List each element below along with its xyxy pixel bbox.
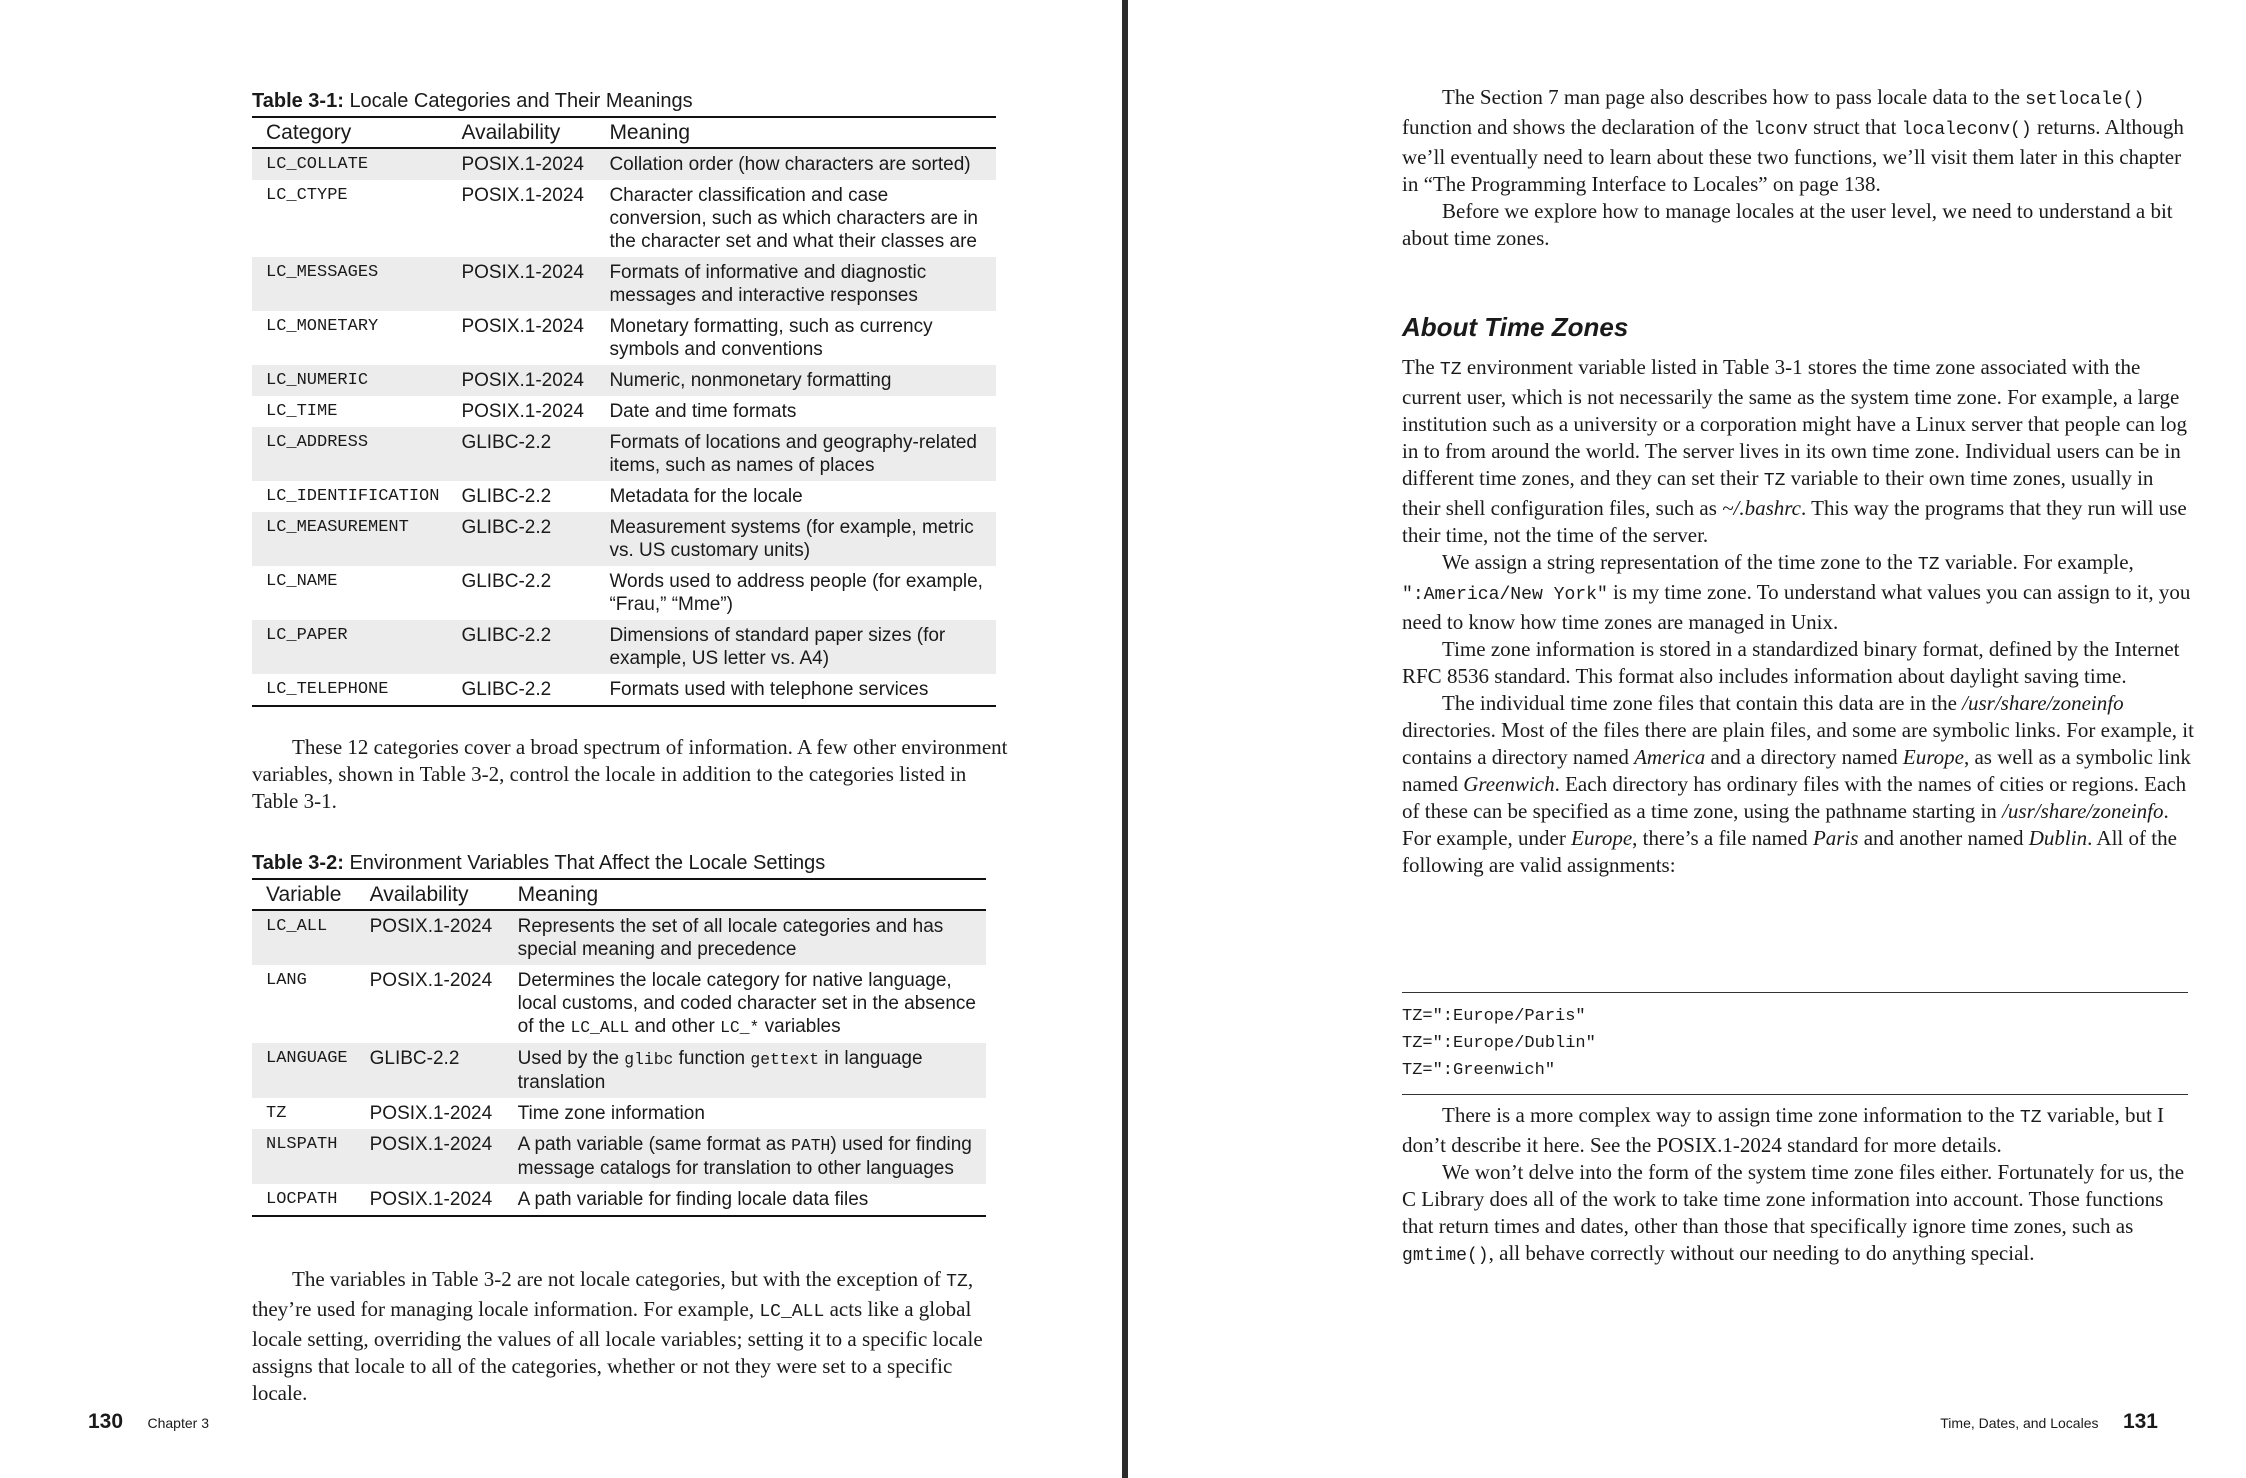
- italic-name: Paris: [1812, 826, 1859, 850]
- code-tz: TZ: [2019, 1108, 2042, 1128]
- right-page: [1128, 0, 2246, 1478]
- cell-variable: LANG: [266, 971, 307, 990]
- text-run: . This way the programs that they run will use their time, not the time of the server.: [1402, 496, 2187, 547]
- cell-variable: LC_ALL: [252, 910, 356, 965]
- table-row: [252, 1184, 986, 1216]
- cell-category: LC_TELEPHONE: [252, 674, 447, 706]
- code-gmtime: gmtime(): [1402, 1246, 1489, 1266]
- table-row: [252, 965, 986, 1043]
- cell-meaning: Formats used with telephone services: [595, 674, 996, 706]
- paragraph-text: These 12 categories cover a broad spectrum of information. A few other environment variables, shown in Table 3-2, control the locale in addition to the categories listed in Table 3-1.: [252, 735, 1008, 813]
- column-header-meaning: Meaning: [595, 117, 996, 148]
- text-run: variable. For example,: [1939, 550, 2134, 574]
- environment-variables-table: [252, 878, 986, 1217]
- cell-meaning: Character classification and case conversion, such as which characters are in the character set and what their classes are: [609, 185, 978, 252]
- table-row: [252, 365, 996, 396]
- text-run: struct that: [1807, 115, 1902, 139]
- cell-category: LC_TIME: [266, 402, 338, 421]
- inline-code: glibc: [624, 1050, 674, 1069]
- cell-category: LC_NUMERIC: [252, 365, 447, 396]
- text-run: is my time zone. To understand what values you can assign to it, you need to know how time zones are managed in Unix.: [1402, 580, 2191, 634]
- inline-code: PATH: [791, 1136, 831, 1155]
- italic-name: America: [1634, 745, 1706, 769]
- cell-variable: LANGUAGE: [252, 1043, 356, 1098]
- cell-meaning: Dimensions of standard paper sizes (for example, US letter vs. A4): [595, 620, 996, 674]
- table-row: [252, 1098, 986, 1129]
- code-tz: TZ: [1439, 360, 1462, 380]
- text-run: variable, but I don’t describe it here. See the POSIX.1-2024 standard for more details.: [1402, 1103, 2165, 1157]
- cell-meaning: Measurement systems (for example, metric vs. US customary units): [595, 512, 996, 566]
- text-run: . Each directory has ordinary files with the names of cities or regions. Each of these can be specified as a time zone, using the pathname starting in: [1402, 772, 2187, 823]
- italic-path: ~/.bashrc: [1722, 496, 1802, 520]
- left-page: [0, 0, 1122, 1478]
- text-run: in language translation: [517, 1048, 923, 1093]
- cell-meaning: [504, 1043, 986, 1098]
- text-run: and another named: [1858, 826, 2029, 850]
- running-head: Chapter 3: [147, 1415, 209, 1431]
- text-run: , all behave correctly without our needing to do anything special.: [1488, 1241, 2035, 1265]
- inline-code: gettext: [750, 1050, 819, 1069]
- code-line: TZ=":Europe/Paris": [1402, 1007, 1586, 1026]
- table-row: [252, 396, 996, 427]
- cell-category: LC_ADDRESS: [252, 427, 447, 481]
- text-run: A path variable (same format as: [517, 1134, 792, 1155]
- code-block: [1402, 992, 2188, 1095]
- text-run: The variables in Table 3-2 are not locale categories, but with the exception of: [292, 1267, 947, 1291]
- cell-availability: GLIBC-2.2: [461, 571, 552, 592]
- cell-meaning: Metadata for the locale: [609, 486, 803, 507]
- cell-variable: TZ: [266, 1104, 287, 1123]
- cell-availability: GLIBC-2.2: [447, 512, 595, 566]
- table-row: [252, 180, 996, 257]
- text-run: There is a more complex way to assign time zone information to the: [1442, 1103, 2020, 1127]
- cell-meaning: Date and time formats: [609, 401, 797, 422]
- code-setlocale: setlocale(): [2025, 90, 2145, 110]
- table-row: [252, 427, 996, 481]
- cell-availability: POSIX.1-2024: [369, 1103, 493, 1124]
- cell-category: LC_MONETARY: [266, 317, 379, 336]
- text-run: The individual time zone files that contain this data are in the: [1442, 691, 1963, 715]
- code-lc-all: LC_ALL: [759, 1302, 825, 1322]
- cell-availability: POSIX.1-2024: [356, 1184, 504, 1216]
- cell-availability: GLIBC-2.2: [447, 427, 595, 481]
- cell-category: LC_IDENTIFICATION: [266, 487, 440, 506]
- text-run: , they’re used for managing locale information. For example,: [252, 1267, 974, 1321]
- text-run: Used by the: [517, 1048, 625, 1069]
- code-line: TZ=":Greenwich": [1402, 1061, 1556, 1080]
- table1-caption: [252, 90, 693, 113]
- text-run: Determines the locale category for native language, local customs, and coded character set in the absence of the: [517, 970, 976, 1037]
- text-run: . All of the following are valid assignments:: [1402, 826, 2177, 877]
- cell-availability: GLIBC-2.2: [461, 486, 552, 507]
- cell-availability: POSIX.1-2024: [447, 148, 595, 180]
- column-header-meaning: Meaning: [504, 879, 986, 910]
- table-row: [252, 257, 996, 311]
- cell-meaning: A path variable for finding locale data files: [504, 1184, 986, 1216]
- intro-paragraphs: [1402, 84, 2196, 252]
- code-localeconv: localeconv(): [1901, 120, 2032, 140]
- italic-path: /usr/share/zoneinfo: [2002, 799, 2164, 823]
- cell-category: LC_NAME: [266, 572, 338, 591]
- code-lconv: lconv: [1753, 120, 1808, 140]
- text-run: function: [673, 1048, 751, 1069]
- inline-code: LC_*: [720, 1018, 760, 1037]
- table2-caption: [252, 852, 825, 875]
- text-run: The Section 7 man page also describes how to pass locale data to the: [1442, 85, 2026, 109]
- closing-paragraphs: [1402, 1102, 2196, 1270]
- text-run: We assign a string representation of the time zone to the: [1442, 550, 1918, 574]
- cell-availability: POSIX.1-2024: [461, 316, 584, 337]
- text-run: We won’t delve into the form of the system time zone files either. Fortunately for us, the C Library does all of the work to take time zone information into account. Those functions that return times and dates, other than those that specifically ignore time zones, such as: [1402, 1160, 2185, 1238]
- cell-meaning: Time zone information: [517, 1103, 705, 1124]
- time-zone-paragraphs: [1402, 354, 2196, 879]
- cell-category: LC_COLLATE: [252, 148, 447, 180]
- code-tz: TZ: [946, 1272, 968, 1292]
- text-run: ) used for finding message catalogs for translation to other languages: [517, 1134, 972, 1179]
- table-row: [252, 148, 996, 180]
- page-number: 131: [2122, 1410, 2158, 1433]
- text-run: directories. Most of the files there are plain files, and some are symbolic links. For example, it contains a directory named: [1402, 718, 2194, 769]
- cell-meaning: Words used to address people (for example, “Frau,” “Mme”): [609, 571, 983, 615]
- cell-meaning: Numeric, nonmonetary formatting: [595, 365, 996, 396]
- italic-path: /usr/share/zoneinfo: [1962, 691, 2124, 715]
- text-run: and a directory named: [1705, 745, 1903, 769]
- text-run: variables: [759, 1016, 841, 1037]
- table2-label: Table 3-2:: [252, 852, 344, 874]
- table-row: [252, 311, 996, 365]
- paragraph-variables-explanation: [252, 1266, 1000, 1407]
- table-row: [252, 566, 996, 620]
- table-row: [252, 1043, 986, 1098]
- table-row: [252, 481, 996, 512]
- cell-meaning: Collation order (how characters are sorted): [595, 148, 996, 180]
- text-run: returns. Although we’ll eventually need to learn about these two functions, we’ll visit them later in this chapter in “The Programming Interface to Locales” on page 138.: [1402, 115, 2184, 196]
- italic-name: Dublin: [2028, 826, 2088, 850]
- italic-name: Greenwich: [1463, 772, 1555, 796]
- cell-availability: GLIBC-2.2: [356, 1043, 504, 1098]
- code-line: TZ=":Europe/Dublin": [1402, 1034, 1596, 1053]
- cell-meaning: [504, 1129, 986, 1184]
- cell-category: LC_MESSAGES: [252, 257, 447, 311]
- text-run: acts like a global locale setting, overriding the values of all locale variables; setting it to a specific locale assigns that locale to all of the categories, whether or not they were set to a specific locale.: [252, 1297, 983, 1405]
- cell-availability: POSIX.1-2024: [356, 1129, 504, 1184]
- cell-meaning: Formats of locations and geography-related items, such as names of places: [595, 427, 996, 481]
- column-header-availability: Availability: [447, 117, 595, 148]
- code-tz: TZ: [1917, 555, 1940, 575]
- table1-title: Locale Categories and Their Meanings: [349, 90, 693, 112]
- text-run: , there’s a file named: [1632, 826, 1813, 850]
- italic-name: Europe: [1571, 826, 1633, 850]
- cell-availability: POSIX.1-2024: [447, 257, 595, 311]
- cell-meaning: Represents the set of all locale categories and has special meaning and precedence: [504, 910, 986, 965]
- running-head: Time, Dates, and Locales: [1940, 1415, 2099, 1431]
- table-row: [252, 674, 996, 706]
- cell-category: LC_CTYPE: [266, 186, 348, 205]
- cell-variable: NLSPATH: [252, 1129, 356, 1184]
- page-number: 130: [88, 1410, 124, 1433]
- cell-meaning: [504, 965, 986, 1043]
- text-run: The: [1402, 355, 1440, 379]
- cell-availability: POSIX.1-2024: [356, 910, 504, 965]
- cell-availability: GLIBC-2.2: [447, 674, 595, 706]
- cell-availability: POSIX.1-2024: [369, 970, 493, 991]
- text-run: environment variable listed in Table 3-1 stores the time zone associated with the current user, which is not necessarily the same as the system time zone. For example, a large institution such as a university or a corporation might have a Linux server that people can log in to from around the world. The server lives in its own time zone. Individual users can be in different time zones, and they can set their: [1402, 355, 2187, 490]
- text-run: , as well as a symbolic link named: [1402, 745, 2191, 796]
- column-header-availability: Availability: [356, 879, 504, 910]
- cell-meaning: Monetary formatting, such as currency symbols and conventions: [609, 316, 933, 360]
- table-row: [252, 512, 996, 566]
- text-run: variable to their own time zones, usually in their shell configuration files, such as: [1402, 466, 2154, 520]
- code-tz: TZ: [1763, 471, 1786, 491]
- table-row: [252, 910, 986, 965]
- locale-categories-table: [252, 116, 996, 707]
- paragraph-text: Before we explore how to manage locales at the user level, we need to understand a bit about time zones.: [1402, 199, 2173, 250]
- text-run: function and shows the declaration of the: [1402, 115, 1754, 139]
- section-heading: About Time Zones: [1402, 312, 1629, 342]
- table-row: [252, 620, 996, 674]
- cell-category: LC_PAPER: [252, 620, 447, 674]
- code-timezone-string: ":America/New York": [1402, 585, 1608, 605]
- paragraph-text: Time zone information is stored in a standardized binary format, defined by the Internet RFC 8536 standard. This format also includes information about daylight saving time.: [1402, 637, 2180, 688]
- cell-category: LC_MEASUREMENT: [252, 512, 447, 566]
- text-run: and other: [629, 1016, 721, 1037]
- cell-variable: LOCPATH: [252, 1184, 356, 1216]
- inline-code: LC_ALL: [570, 1018, 630, 1037]
- column-header-category: Category: [252, 117, 447, 148]
- cell-availability: POSIX.1-2024: [447, 365, 595, 396]
- table-row: [252, 1129, 986, 1184]
- paragraph-categories-summary: [252, 734, 1008, 815]
- left-page-footer: [88, 1410, 209, 1434]
- text-run: . For example, under: [1402, 799, 2169, 850]
- table1-label: Table 3-1:: [252, 90, 344, 112]
- right-page-footer: [1940, 1410, 2158, 1434]
- cell-availability: POSIX.1-2024: [461, 401, 584, 422]
- cell-meaning: Formats of informative and diagnostic messages and interactive responses: [595, 257, 996, 311]
- italic-name: Europe: [1902, 745, 1964, 769]
- table2-title: Environment Variables That Affect the Locale Settings: [349, 852, 826, 874]
- cell-availability: GLIBC-2.2: [447, 620, 595, 674]
- cell-availability: POSIX.1-2024: [461, 185, 584, 206]
- column-header-variable: Variable: [252, 879, 356, 910]
